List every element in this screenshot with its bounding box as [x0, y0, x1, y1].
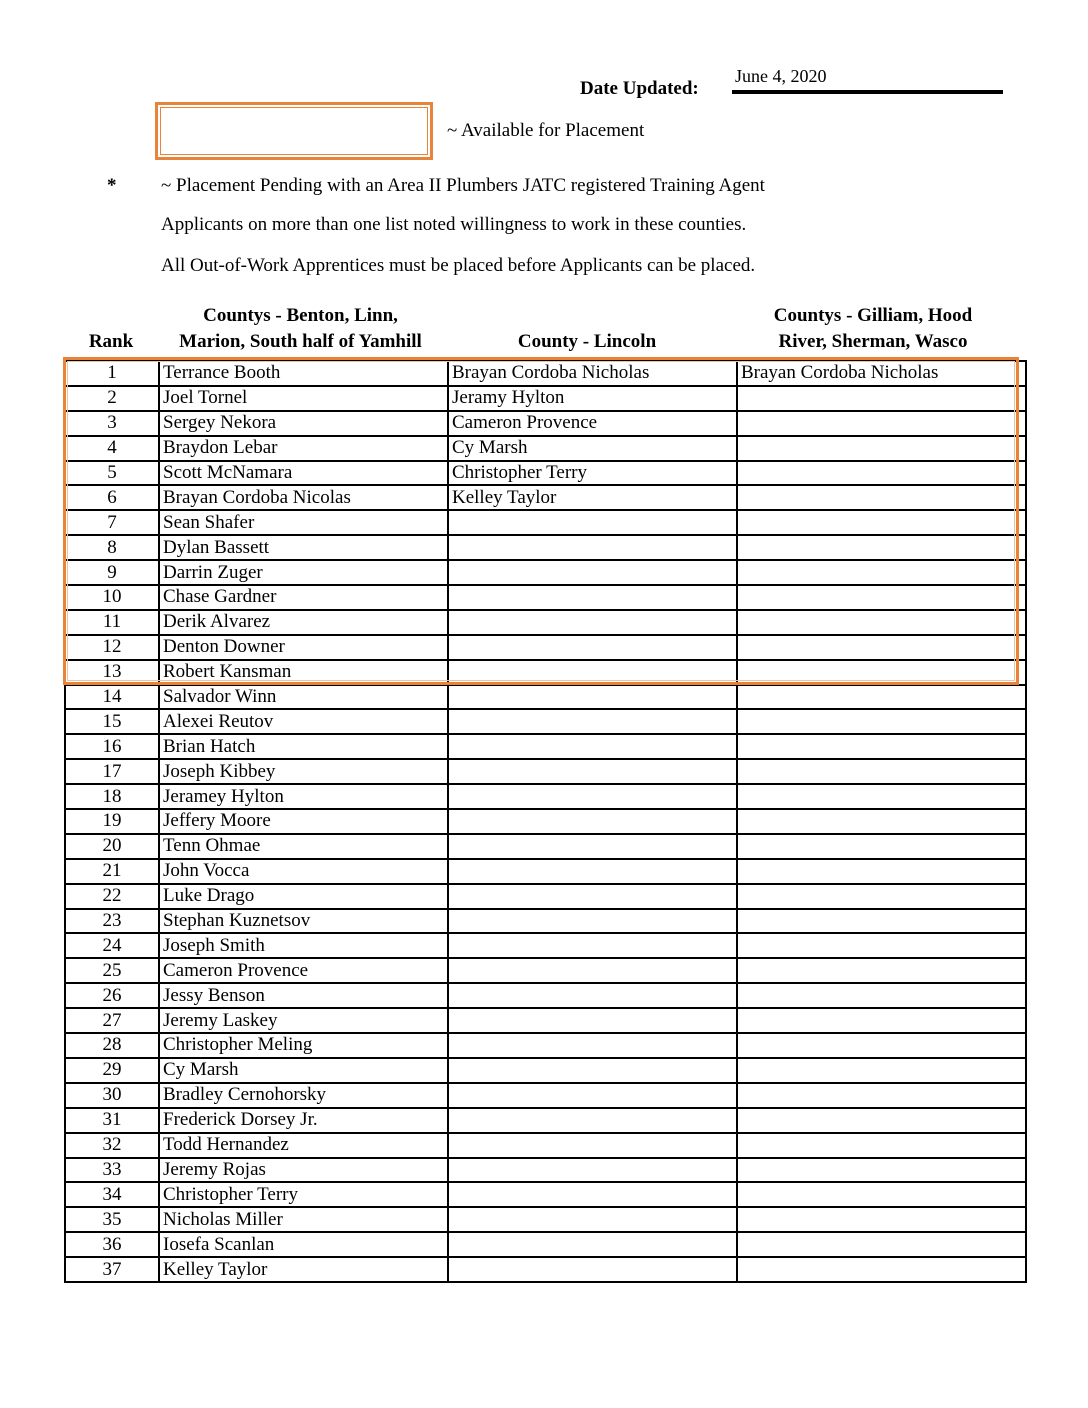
lincoln-cell [448, 1008, 737, 1033]
lincoln-cell [448, 709, 737, 734]
benton-linn-marion-yamhill-cell: Joel Tornel [159, 386, 448, 411]
table-row [65, 1207, 1026, 1232]
benton-linn-marion-yamhill-cell: Cy Marsh [159, 1058, 448, 1083]
table-row [65, 411, 1026, 436]
rank-cell: 22 [65, 884, 159, 909]
header-benton-line2: Marion, South half of Yamhill [179, 331, 422, 352]
available-legend-swatch [155, 102, 433, 160]
lincoln-cell: Kelley Taylor [448, 485, 737, 510]
available-legend-swatch-inner [160, 107, 428, 155]
rank-cell: 35 [65, 1207, 159, 1232]
lincoln-cell [448, 1108, 737, 1133]
benton-linn-marion-yamhill-cell: Alexei Reutov [159, 709, 448, 734]
lincoln-cell [448, 1158, 737, 1183]
rank-cell: 36 [65, 1232, 159, 1257]
benton-linn-marion-yamhill-cell: Terrance Booth [159, 361, 448, 386]
gilliam-hood-sherman-wasco-cell [737, 834, 1026, 859]
gilliam-hood-sherman-wasco-cell [737, 685, 1026, 710]
rank-cell: 27 [65, 1008, 159, 1033]
rank-cell: 3 [65, 411, 159, 436]
table-row [65, 560, 1026, 585]
apprentice-roster-table [64, 360, 1027, 1283]
rank-cell: 24 [65, 933, 159, 958]
benton-linn-marion-yamhill-cell: Chase Gardner [159, 585, 448, 610]
rank-cell: 26 [65, 983, 159, 1008]
rank-cell: 1 [65, 361, 159, 386]
gilliam-hood-sherman-wasco-cell [737, 734, 1026, 759]
benton-linn-marion-yamhill-cell: Christopher Meling [159, 1033, 448, 1058]
benton-linn-marion-yamhill-cell: Frederick Dorsey Jr. [159, 1108, 448, 1133]
lincoln-cell [448, 859, 737, 884]
rank-cell: 15 [65, 709, 159, 734]
lincoln-cell [448, 1083, 737, 1108]
benton-linn-marion-yamhill-cell: Joseph Smith [159, 933, 448, 958]
lincoln-cell [448, 1058, 737, 1083]
header-benton-linn-marion-yamhill [157, 303, 444, 355]
lincoln-cell [448, 1133, 737, 1158]
rank-cell: 13 [65, 660, 159, 685]
lincoln-cell [448, 560, 737, 585]
gilliam-hood-sherman-wasco-cell [737, 1257, 1026, 1282]
benton-linn-marion-yamhill-cell: Jeramey Hylton [159, 784, 448, 809]
date-updated-label: Date Updated: [580, 78, 699, 99]
benton-linn-marion-yamhill-cell: Scott McNamara [159, 461, 448, 486]
rank-cell: 2 [65, 386, 159, 411]
gilliam-hood-sherman-wasco-cell [737, 660, 1026, 685]
table-row [65, 436, 1026, 461]
table-row [65, 859, 1026, 884]
gilliam-hood-sherman-wasco-cell [737, 859, 1026, 884]
gilliam-hood-sherman-wasco-cell [737, 1182, 1026, 1207]
benton-linn-marion-yamhill-cell: Cameron Provence [159, 958, 448, 983]
benton-linn-marion-yamhill-cell: Kelley Taylor [159, 1257, 448, 1282]
rank-cell: 14 [65, 685, 159, 710]
table-row [65, 1158, 1026, 1183]
lincoln-cell [448, 685, 737, 710]
gilliam-hood-sherman-wasco-cell [737, 485, 1026, 510]
benton-linn-marion-yamhill-cell: Robert Kansman [159, 660, 448, 685]
table-row [65, 1182, 1026, 1207]
rank-cell: 25 [65, 958, 159, 983]
lincoln-cell: Cy Marsh [448, 436, 737, 461]
table-row [65, 635, 1026, 660]
header-gilliam-line2: River, Sherman, Wasco [778, 331, 968, 352]
gilliam-hood-sherman-wasco-cell [737, 535, 1026, 560]
rank-cell: 28 [65, 1033, 159, 1058]
rank-cell: 30 [65, 1083, 159, 1108]
gilliam-hood-sherman-wasco-cell [737, 436, 1026, 461]
table-row [65, 809, 1026, 834]
table-row [65, 909, 1026, 934]
rank-cell: 34 [65, 1182, 159, 1207]
gilliam-hood-sherman-wasco-cell [737, 809, 1026, 834]
benton-linn-marion-yamhill-cell: Denton Downer [159, 635, 448, 660]
rank-cell: 16 [65, 734, 159, 759]
table-row [65, 685, 1026, 710]
gilliam-hood-sherman-wasco-cell [737, 983, 1026, 1008]
date-updated-value: June 4, 2020 [735, 66, 827, 86]
multi-list-note: Applicants on more than one list noted willingness to work in these counties. [161, 214, 747, 235]
lincoln-cell: Jeramy Hylton [448, 386, 737, 411]
lincoln-cell [448, 884, 737, 909]
rank-cell: 10 [65, 585, 159, 610]
header-benton-line1: Countys - Benton, Linn, [203, 305, 398, 326]
gilliam-hood-sherman-wasco-cell [737, 635, 1026, 660]
header-lincoln: County - Lincoln [517, 331, 657, 352]
table-row [65, 535, 1026, 560]
gilliam-hood-sherman-wasco-cell [737, 884, 1026, 909]
benton-linn-marion-yamhill-cell: Luke Drago [159, 884, 448, 909]
table-row [65, 784, 1026, 809]
benton-linn-marion-yamhill-cell: Nicholas Miller [159, 1207, 448, 1232]
table-row [65, 485, 1026, 510]
benton-linn-marion-yamhill-cell: Iosefa Scanlan [159, 1232, 448, 1257]
rank-cell: 20 [65, 834, 159, 859]
rank-cell: 21 [65, 859, 159, 884]
table-row [65, 884, 1026, 909]
lincoln-cell [448, 510, 737, 535]
gilliam-hood-sherman-wasco-cell [737, 1108, 1026, 1133]
gilliam-hood-sherman-wasco-cell [737, 1008, 1026, 1033]
lincoln-cell [448, 535, 737, 560]
lincoln-cell [448, 585, 737, 610]
rank-cell: 23 [65, 909, 159, 934]
benton-linn-marion-yamhill-cell: Joseph Kibbey [159, 759, 448, 784]
benton-linn-marion-yamhill-cell: Christopher Terry [159, 1182, 448, 1207]
benton-linn-marion-yamhill-cell: Todd Hernandez [159, 1133, 448, 1158]
lincoln-cell [448, 759, 737, 784]
gilliam-hood-sherman-wasco-cell [737, 1133, 1026, 1158]
gilliam-hood-sherman-wasco-cell [737, 610, 1026, 635]
out-of-work-note: All Out-of-Work Apprentices must be placed before Applicants can be placed. [161, 255, 756, 276]
table-row [65, 734, 1026, 759]
lincoln-cell [448, 1033, 737, 1058]
table-row [65, 585, 1026, 610]
table-row [65, 361, 1026, 386]
rank-cell: 5 [65, 461, 159, 486]
lincoln-cell [448, 834, 737, 859]
header-gilliam-line1: Countys - Gilliam, Hood [773, 305, 973, 326]
rank-cell: 31 [65, 1108, 159, 1133]
date-underline [732, 90, 1003, 94]
lincoln-cell [448, 1182, 737, 1207]
lincoln-cell [448, 784, 737, 809]
benton-linn-marion-yamhill-cell: Braydon Lebar [159, 436, 448, 461]
table-row [65, 1232, 1026, 1257]
table-row [65, 1083, 1026, 1108]
gilliam-hood-sherman-wasco-cell [737, 909, 1026, 934]
benton-linn-marion-yamhill-cell: Bradley Cernohorsky [159, 1083, 448, 1108]
table-row [65, 660, 1026, 685]
rank-cell: 11 [65, 610, 159, 635]
pending-legend-text: ~ Placement Pending with an Area II Plumbers JATC registered Training Agent [161, 175, 765, 196]
lincoln-cell [448, 610, 737, 635]
benton-linn-marion-yamhill-cell: Brayan Cordoba Nicolas [159, 485, 448, 510]
gilliam-hood-sherman-wasco-cell [737, 1083, 1026, 1108]
benton-linn-marion-yamhill-cell: Jeremy Rojas [159, 1158, 448, 1183]
table-row [65, 1133, 1026, 1158]
lincoln-cell [448, 933, 737, 958]
gilliam-hood-sherman-wasco-cell [737, 1058, 1026, 1083]
table-row [65, 958, 1026, 983]
rank-cell: 33 [65, 1158, 159, 1183]
benton-linn-marion-yamhill-cell: Dylan Bassett [159, 535, 448, 560]
header-gilliam-hood-sherman-wasco [730, 303, 1016, 355]
gilliam-hood-sherman-wasco-cell [737, 510, 1026, 535]
table-row [65, 1257, 1026, 1282]
rank-cell: 19 [65, 809, 159, 834]
benton-linn-marion-yamhill-cell: Darrin Zuger [159, 560, 448, 585]
table-row [65, 933, 1026, 958]
gilliam-hood-sherman-wasco-cell [737, 1033, 1026, 1058]
benton-linn-marion-yamhill-cell: Stephan Kuznetsov [159, 909, 448, 934]
lincoln-cell [448, 660, 737, 685]
rank-cell: 17 [65, 759, 159, 784]
lincoln-cell [448, 635, 737, 660]
table-row [65, 1058, 1026, 1083]
rank-cell: 32 [65, 1133, 159, 1158]
benton-linn-marion-yamhill-cell: Derik Alvarez [159, 610, 448, 635]
table-row [65, 1008, 1026, 1033]
available-legend-text: ~ Available for Placement [447, 120, 645, 141]
rank-cell: 12 [65, 635, 159, 660]
table-row [65, 1108, 1026, 1133]
rank-cell: 37 [65, 1257, 159, 1282]
table-row [65, 983, 1026, 1008]
rank-cell: 29 [65, 1058, 159, 1083]
rank-cell: 18 [65, 784, 159, 809]
benton-linn-marion-yamhill-cell: Jessy Benson [159, 983, 448, 1008]
lincoln-cell [448, 983, 737, 1008]
gilliam-hood-sherman-wasco-cell [737, 759, 1026, 784]
lincoln-cell [448, 1257, 737, 1282]
lincoln-cell [448, 1207, 737, 1232]
benton-linn-marion-yamhill-cell: Jeffery Moore [159, 809, 448, 834]
table-row [65, 709, 1026, 734]
rank-cell: 9 [65, 560, 159, 585]
table-row [65, 461, 1026, 486]
benton-linn-marion-yamhill-cell: Brian Hatch [159, 734, 448, 759]
table-row [65, 386, 1026, 411]
gilliam-hood-sherman-wasco-cell [737, 958, 1026, 983]
header-rank: Rank [88, 331, 134, 352]
gilliam-hood-sherman-wasco-cell [737, 709, 1026, 734]
gilliam-hood-sherman-wasco-cell [737, 386, 1026, 411]
table-row [65, 1033, 1026, 1058]
benton-linn-marion-yamhill-cell: John Vocca [159, 859, 448, 884]
rank-cell: 8 [65, 535, 159, 560]
gilliam-hood-sherman-wasco-cell [737, 1207, 1026, 1232]
rank-cell: 7 [65, 510, 159, 535]
benton-linn-marion-yamhill-cell: Jeremy Laskey [159, 1008, 448, 1033]
gilliam-hood-sherman-wasco-cell [737, 411, 1026, 436]
asterisk-icon: * [107, 175, 117, 196]
lincoln-cell: Brayan Cordoba Nicholas [448, 361, 737, 386]
table-row [65, 759, 1026, 784]
gilliam-hood-sherman-wasco-cell [737, 1232, 1026, 1257]
benton-linn-marion-yamhill-cell: Tenn Ohmae [159, 834, 448, 859]
gilliam-hood-sherman-wasco-cell [737, 461, 1026, 486]
gilliam-hood-sherman-wasco-cell [737, 933, 1026, 958]
benton-linn-marion-yamhill-cell: Salvador Winn [159, 685, 448, 710]
table-row [65, 510, 1026, 535]
benton-linn-marion-yamhill-cell: Sergey Nekora [159, 411, 448, 436]
roster-body [65, 361, 1026, 1282]
gilliam-hood-sherman-wasco-cell [737, 784, 1026, 809]
rank-cell: 6 [65, 485, 159, 510]
rank-cell: 4 [65, 436, 159, 461]
lincoln-cell [448, 909, 737, 934]
gilliam-hood-sherman-wasco-cell [737, 560, 1026, 585]
benton-linn-marion-yamhill-cell: Sean Shafer [159, 510, 448, 535]
gilliam-hood-sherman-wasco-cell: Brayan Cordoba Nicholas [737, 361, 1026, 386]
lincoln-cell [448, 809, 737, 834]
lincoln-cell [448, 734, 737, 759]
table-row [65, 834, 1026, 859]
gilliam-hood-sherman-wasco-cell [737, 585, 1026, 610]
lincoln-cell: Christopher Terry [448, 461, 737, 486]
lincoln-cell [448, 958, 737, 983]
table-row [65, 610, 1026, 635]
lincoln-cell [448, 1232, 737, 1257]
gilliam-hood-sherman-wasco-cell [737, 1158, 1026, 1183]
lincoln-cell: Cameron Provence [448, 411, 737, 436]
